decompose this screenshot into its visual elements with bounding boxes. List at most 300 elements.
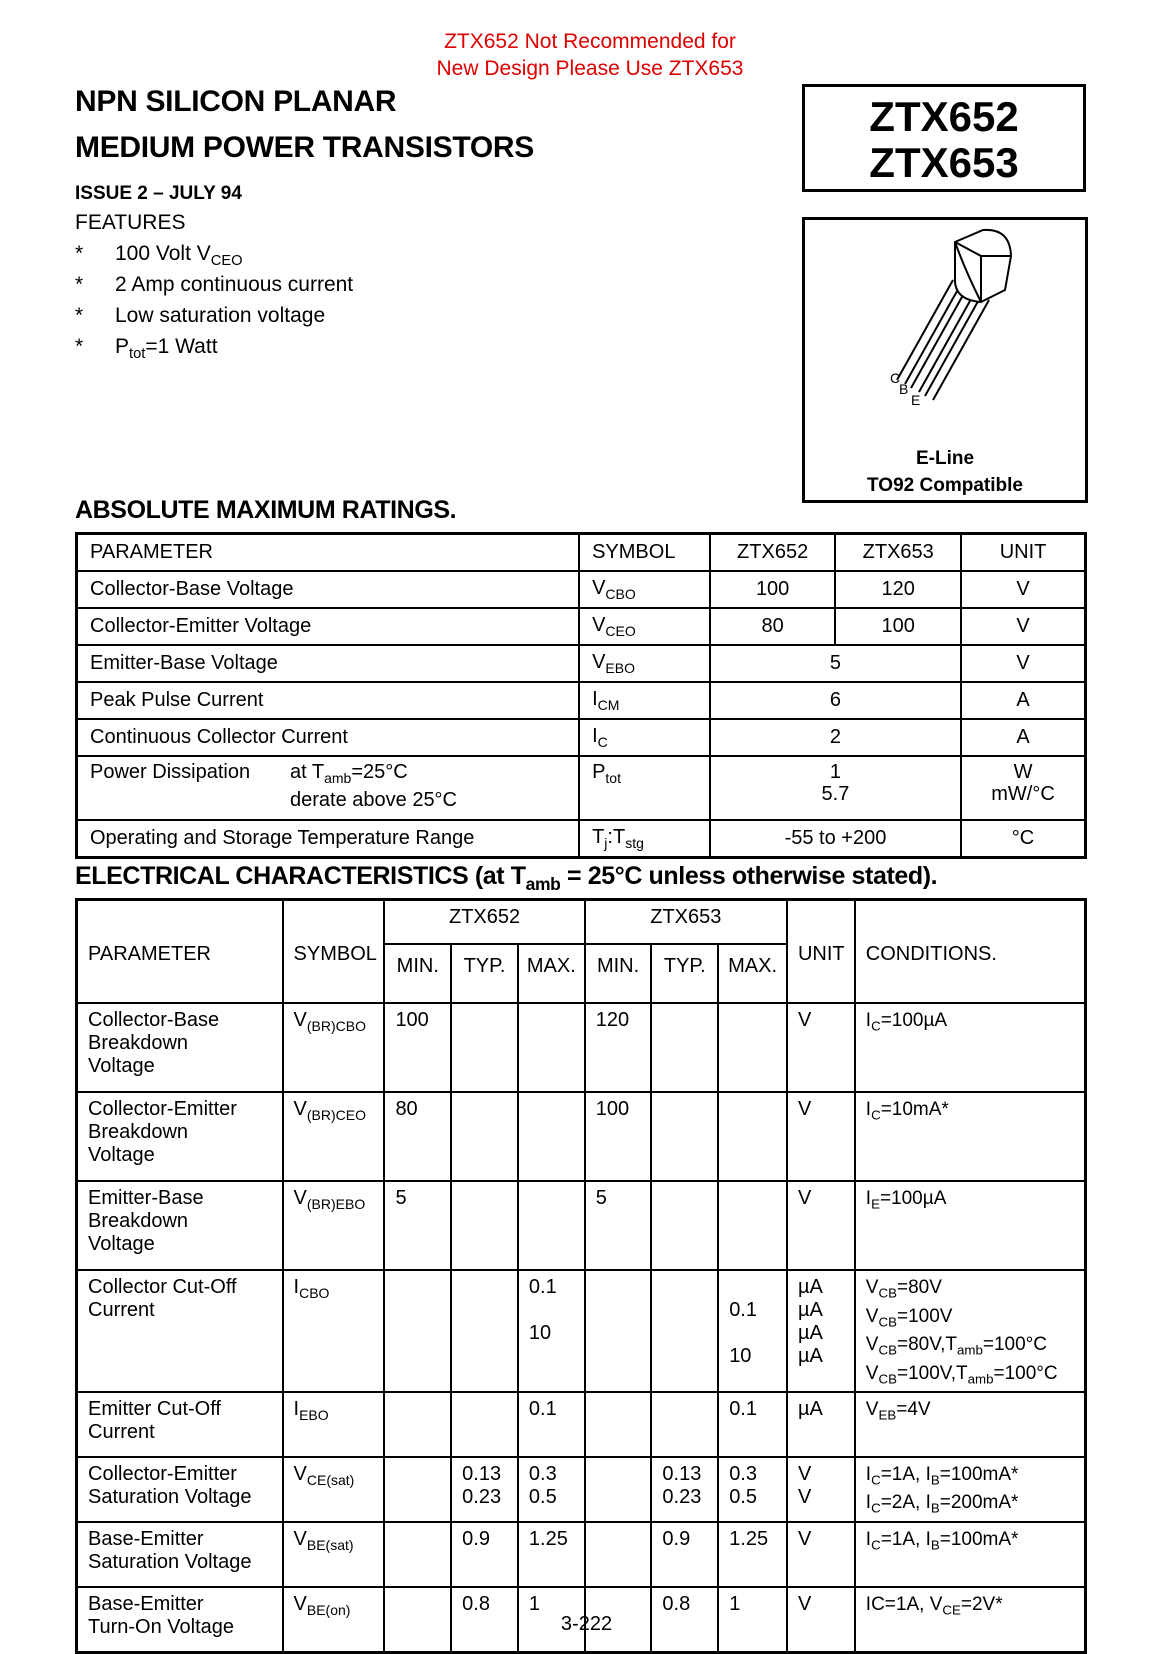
amr-param: Collector-Base Voltage [77, 571, 580, 608]
power-cond-1 [290, 761, 457, 789]
cond-text: I [865, 1099, 872, 1120]
symbol-subscript: CM [597, 696, 620, 713]
feature-item [75, 242, 353, 273]
feature-text-main: P [115, 335, 130, 358]
ec-symbol [283, 1457, 385, 1522]
amr-unit: °C [961, 820, 1085, 858]
ec-typ-ztx653 [651, 1181, 718, 1270]
ec-max-ztx653 [718, 1522, 787, 1587]
cond-text: =80V [896, 1277, 942, 1298]
features-list [75, 242, 353, 366]
power-unit-1: W [1013, 761, 1033, 783]
amr-value-both [710, 756, 961, 820]
ec-typ-ztx652 [451, 1392, 518, 1457]
amr-row [77, 719, 1086, 756]
ec-unit-line: µA [797, 1345, 823, 1367]
part-number-ztx652: ZTX652 [869, 93, 1019, 140]
ec-value-line: 0.1 [528, 1276, 557, 1298]
ec-param [77, 1003, 283, 1092]
symbol-subscript: CE(sat) [306, 1471, 355, 1488]
symbol-base: V [592, 614, 606, 637]
cond-text: V [865, 1398, 879, 1420]
ec-typ-ztx652 [451, 1092, 518, 1181]
page-number: 3-222 [560, 1613, 613, 1635]
ec-param-line: Current [88, 1420, 155, 1443]
ec-header-max: MAX. [718, 944, 787, 1003]
amr-value-both: -55 to +200 [710, 820, 961, 858]
ec-header-parameter: PARAMETER [77, 900, 283, 1004]
symbol-subscript: CEO [605, 622, 636, 639]
amr-unit: A [961, 719, 1085, 756]
symbol-subscript: EBO [299, 1406, 329, 1423]
amr-param [77, 756, 580, 820]
symbol-base: I [592, 688, 598, 711]
ec-param-line: Base-Emitter [88, 1592, 204, 1615]
ec-value-line: 1.25 [729, 1527, 769, 1550]
ec-header-min: MIN. [585, 944, 652, 1003]
amr-unit [961, 756, 1085, 820]
ec-typ-ztx652 [451, 1522, 518, 1587]
symbol-base: V [293, 1592, 307, 1615]
amr-header-row [77, 534, 1086, 572]
amr-unit: A [961, 682, 1085, 719]
amr-symbol [579, 682, 710, 719]
symbol-subscript: EBO [605, 659, 635, 676]
ec-min-ztx653: 120 [585, 1003, 652, 1092]
cond-subscript: B [930, 1472, 940, 1488]
amr-row [77, 571, 1086, 608]
ec-unit-line: V [797, 1009, 812, 1031]
ec-symbol [283, 1181, 385, 1270]
ec-value-line: 0.3 [729, 1462, 757, 1485]
cond-subscript: CE [942, 1602, 961, 1618]
ec-conditions [855, 1392, 1086, 1457]
ec-unit-line: V [797, 1462, 812, 1485]
ec-typ-ztx653 [651, 1270, 718, 1392]
ec-value-line: 0.13 [462, 1462, 502, 1485]
power-value-1: 1 [829, 761, 841, 783]
pin-label-e: E [911, 392, 921, 408]
cond-text: =100mA* [939, 1528, 1019, 1550]
amr-param: Collector-Emitter Voltage [77, 608, 580, 645]
ec-row [77, 1392, 1086, 1457]
ec-min-ztx653: 5 [585, 1181, 652, 1270]
ec-symbol [283, 1270, 385, 1392]
cond-sub: amb [324, 769, 352, 786]
ec-param-line: Voltage [88, 1233, 155, 1255]
feature-item [75, 304, 353, 335]
package-caption-1: E-Line [915, 448, 975, 469]
ec-unit-line: V [797, 1527, 812, 1550]
ec-condition-line [866, 1398, 1084, 1427]
symbol-base: V [592, 577, 606, 600]
ec-param-line: Saturation Voltage [88, 1485, 252, 1508]
ec-value-line [729, 1322, 786, 1345]
elec-heading-a: ELECTRICAL CHARACTERISTICS (at T [75, 862, 526, 890]
ec-param-line: Collector-Base [88, 1009, 220, 1031]
symbol-base: V [293, 1462, 307, 1485]
ec-max-ztx652 [518, 1522, 585, 1587]
ec-min-ztx653 [585, 1392, 652, 1457]
ec-param-line: Collector-Emitter [88, 1098, 237, 1120]
ec-header-unit: UNIT [787, 900, 855, 1004]
cond-subscript: amb [967, 1371, 994, 1387]
ec-row [77, 1003, 1086, 1092]
ec-max-ztx653 [718, 1003, 787, 1092]
cond-subscript: CB [878, 1371, 897, 1387]
ec-unit-line: V [797, 1187, 812, 1209]
feature-text-main: Low saturation voltage [115, 304, 326, 327]
ec-symbol [283, 1003, 385, 1092]
cond-text: V [865, 1305, 879, 1327]
amr-unit: V [961, 608, 1085, 645]
amr-value-ztx653: 100 [835, 608, 961, 645]
symbol-subscript: BE(sat) [306, 1536, 354, 1553]
ec-row [77, 1092, 1086, 1181]
cond-text: =100µA [879, 1188, 947, 1209]
ec-typ-ztx653 [651, 1092, 718, 1181]
part-number-box [802, 84, 1086, 192]
feature-item [75, 273, 353, 304]
symbol-base: I [592, 725, 598, 748]
ec-min-ztx653 [585, 1522, 652, 1587]
ec-condition-line [866, 1305, 1084, 1334]
amr-unit: V [961, 571, 1085, 608]
ec-condition-line [866, 1276, 1084, 1305]
ec-conditions [855, 1457, 1086, 1522]
ec-param [77, 1181, 283, 1270]
feature-text [115, 273, 353, 304]
ec-value-line: 0.13 [662, 1462, 702, 1485]
ec-typ-ztx653 [651, 1392, 718, 1457]
part-number-ztx653: ZTX653 [869, 139, 1019, 186]
ec-typ-ztx653 [651, 1457, 718, 1522]
ec-max-ztx653 [718, 1092, 787, 1181]
ec-unit [787, 1003, 855, 1092]
notice-line-2: New Design Please Use ZTX653 [436, 57, 744, 80]
ec-conditions [855, 1003, 1086, 1092]
ec-header-conditions: CONDITIONS. [855, 900, 1086, 1004]
ec-param-line: Collector-Emitter [88, 1462, 237, 1485]
ec-max-ztx652 [518, 1457, 585, 1522]
ec-unit-line: µA [797, 1322, 823, 1344]
ec-symbol [283, 1092, 385, 1181]
cond-subscript: C [871, 1537, 881, 1553]
amr-header-cell: UNIT [961, 534, 1085, 572]
ec-max-ztx653 [718, 1181, 787, 1270]
ec-typ-ztx652 [451, 1181, 518, 1270]
feature-text-main: 2 Amp continuous current [115, 273, 354, 296]
ec-param-line: Voltage [88, 1144, 155, 1166]
ec-header-typ: TYP. [651, 944, 718, 1003]
symbol-subscript: CBO [605, 585, 636, 602]
ec-conditions [855, 1270, 1086, 1392]
elec-heading-b: = 25°C unless otherwise stated). [560, 862, 938, 890]
ec-row [77, 1457, 1086, 1522]
ec-value-line: 0.9 [662, 1527, 691, 1550]
cond-text: =1A, I [880, 1528, 931, 1550]
symbol-base: V [293, 1098, 307, 1120]
power-cond-2: derate above 25°C [290, 788, 458, 811]
symbol-base: I [293, 1397, 300, 1420]
feature-text [115, 304, 325, 335]
ec-max-ztx652 [518, 1092, 585, 1181]
feature-text [115, 242, 243, 273]
power-conditions [290, 761, 457, 811]
feature-text-after: =1 Watt [145, 335, 218, 358]
cond-text: =80V,T [896, 1334, 958, 1356]
ec-unit-line: µA [797, 1276, 823, 1298]
ec-value-line: 0.1 [729, 1397, 757, 1420]
symbol-base: V [293, 1527, 307, 1550]
ec-param [77, 1522, 283, 1587]
ec-unit [787, 1457, 855, 1522]
bullet-star: * [75, 304, 84, 327]
cond-subscript: B [930, 1500, 940, 1516]
ec-value-line: 0.5 [729, 1485, 757, 1508]
ec-header-row-1 [77, 900, 1086, 945]
amr-param: Continuous Collector Current [77, 719, 580, 756]
cond-subscript: CB [878, 1314, 897, 1330]
amr-unit: V [961, 645, 1085, 682]
amr-row-power [77, 756, 1086, 820]
ec-value-line: 0.3 [528, 1462, 557, 1485]
amr-value-both: 6 [710, 682, 961, 719]
symbol-subscript: (BR)EBO [306, 1195, 366, 1212]
feature-text [115, 335, 218, 366]
ec-value-line: 10 [528, 1322, 552, 1344]
symbol-subscript: j [604, 834, 608, 851]
amr-symbol [579, 571, 710, 608]
cond-text: I [865, 1188, 872, 1209]
cond-text: V [865, 1334, 879, 1356]
ec-param-line: Base-Emitter [88, 1527, 204, 1550]
ec-conditions [855, 1181, 1086, 1270]
ec-min-ztx652: 100 [384, 1003, 451, 1092]
bullet-star: * [75, 242, 84, 265]
ec-param-line: Voltage [88, 1055, 155, 1077]
ec-param-line: Breakdown [88, 1032, 189, 1054]
ec-typ-ztx653 [651, 1522, 718, 1587]
ec-row [77, 1522, 1086, 1587]
ec-value-line: 0.5 [528, 1485, 557, 1508]
ec-value-line: 1 [729, 1592, 741, 1615]
ec-row [77, 1181, 1086, 1270]
ec-unit-line: V [797, 1592, 812, 1615]
cond-subscript: C [871, 1472, 881, 1488]
ec-unit [787, 1181, 855, 1270]
ec-value-line: 10 [729, 1345, 752, 1367]
cond-after: =25°C [351, 761, 408, 783]
cond-subscript: EB [878, 1407, 897, 1423]
amr-param: Peak Pulse Current [77, 682, 580, 719]
package-box [802, 217, 1088, 503]
ec-min-ztx653 [585, 1270, 652, 1392]
cond-subscript: C [871, 1500, 881, 1516]
ec-unit [787, 1522, 855, 1587]
features-heading: FEATURES [75, 211, 186, 234]
cond-text: =1A, I [880, 1463, 931, 1485]
cond-text: V [865, 1362, 879, 1384]
feature-item [75, 335, 353, 366]
ec-value-line: 0.9 [462, 1527, 490, 1550]
power-param-wrap [90, 761, 578, 811]
cond-text: =100mA* [939, 1463, 1019, 1485]
electrical-characteristics-table [75, 898, 1087, 1654]
ec-param-line: Collector Cut-Off [88, 1276, 237, 1298]
ec-unit-line: V [797, 1485, 812, 1508]
amr-header-cell: SYMBOL [579, 534, 710, 572]
ec-unit [787, 1092, 855, 1181]
amr-value-both: 2 [710, 719, 961, 756]
amr-symbol [579, 756, 710, 820]
symbol-subscript: (BR)CBO [306, 1017, 366, 1034]
amr-row [77, 682, 1086, 719]
ec-symbol [283, 1522, 385, 1587]
symbol-base: I [293, 1276, 300, 1298]
ec-header-ztx653: ZTX653 [585, 900, 787, 945]
symbol-subscript: BE(on) [306, 1601, 351, 1618]
ec-param [77, 1457, 283, 1522]
amr-value-both: 5 [710, 645, 961, 682]
symbol-base: T [592, 826, 605, 849]
cond-text: IC=1A, V [865, 1593, 943, 1615]
ec-unit [787, 1392, 855, 1457]
ec-value-line [529, 1299, 584, 1322]
amr-row [77, 608, 1086, 645]
ec-condition-line [866, 1187, 1084, 1216]
not-recommended-notice [410, 28, 770, 82]
ec-header-symbol: SYMBOL [283, 900, 385, 1004]
symbol-subscript: C [597, 733, 608, 750]
ec-min-ztx652 [384, 1270, 451, 1392]
pin-label-c: C [890, 370, 901, 386]
cond-text: I [865, 1492, 872, 1514]
ec-max-ztx652 [518, 1392, 585, 1457]
cond-subscript: C [871, 1018, 881, 1034]
pin-label-b: B [899, 381, 909, 397]
ec-conditions [855, 1092, 1086, 1181]
cond-subscript: C [871, 1107, 881, 1123]
ec-param [77, 1392, 283, 1457]
symbol-subscript: CBO [299, 1284, 330, 1301]
cond-text: I [865, 1528, 872, 1550]
amr-symbol [579, 608, 710, 645]
ec-max-ztx653 [718, 1270, 787, 1392]
ec-min-ztx652 [384, 1522, 451, 1587]
issue-date: ISSUE 2 – JULY 94 [75, 183, 242, 204]
amr-row [77, 645, 1086, 682]
symbol-base-2: :T [607, 826, 626, 849]
amr-row-temperature [77, 820, 1086, 858]
abs-max-heading: ABSOLUTE MAXIMUM RATINGS. [75, 496, 457, 524]
ec-param [77, 1092, 283, 1181]
ec-param-line: Breakdown [88, 1210, 189, 1232]
package-caption-2: TO92 Compatible [867, 475, 1023, 496]
ec-max-ztx652 [518, 1270, 585, 1392]
cond-text: =100°C [982, 1334, 1048, 1356]
ec-typ-ztx652 [451, 1270, 518, 1392]
cond-text: =100V,T [896, 1362, 968, 1384]
ec-min-ztx653: 100 [585, 1092, 652, 1181]
amr-header-cell: ZTX652 [710, 534, 836, 572]
cond-text: =2V* [960, 1593, 1003, 1615]
cond-text: =2A, I [880, 1492, 931, 1514]
amr-symbol [579, 719, 710, 756]
symbol-base: P [592, 761, 606, 783]
ec-value-line: 0.8 [462, 1592, 490, 1615]
elec-heading-sub: amb [525, 874, 561, 895]
ec-condition-line [866, 1009, 1084, 1038]
ec-param [77, 1270, 283, 1392]
symbol-subscript: tot [605, 769, 621, 786]
ec-condition-line [866, 1098, 1084, 1127]
ec-min-ztx652 [384, 1392, 451, 1457]
ec-typ-ztx653 [651, 1003, 718, 1092]
absolute-maximum-ratings-table [75, 532, 1087, 859]
cond-text: =10mA* [880, 1099, 949, 1120]
ec-conditions [855, 1522, 1086, 1587]
ec-max-ztx653 [718, 1457, 787, 1522]
ec-symbol [283, 1392, 385, 1457]
cond-text: I [865, 1010, 872, 1031]
cond-subscript: CB [878, 1342, 897, 1358]
power-param-label: Power Dissipation [90, 761, 251, 783]
ec-param-line: Emitter-Base [88, 1187, 204, 1209]
amr-value-ztx652: 80 [710, 608, 836, 645]
ec-header-max: MAX. [518, 944, 585, 1003]
amr-header-cell: ZTX653 [835, 534, 961, 572]
symbol-base: V [592, 651, 606, 674]
ec-value-line [529, 1345, 584, 1368]
cond-text: V [865, 1277, 879, 1298]
cond-text: at T [290, 761, 325, 783]
bullet-star: * [75, 273, 84, 296]
transistor-package-icon [805, 220, 1085, 440]
bullet-star: * [75, 335, 84, 358]
ec-value-line [729, 1276, 786, 1299]
amr-param: Operating and Storage Temperature Range [77, 820, 580, 858]
ec-value-line: 1 [528, 1592, 541, 1615]
ec-header-min: MIN. [384, 944, 451, 1003]
symbol-subscript: (BR)CEO [306, 1106, 366, 1123]
ec-header-typ: TYP. [451, 944, 518, 1003]
ec-condition-line [866, 1362, 1084, 1391]
cond-subscript: amb [957, 1342, 983, 1358]
power-unit-2: mW/°C [991, 783, 1055, 805]
cond-text: =100V [896, 1305, 953, 1327]
ec-min-ztx653 [585, 1457, 652, 1522]
ec-min-ztx652 [384, 1457, 451, 1522]
cond-text: =100µA [880, 1010, 948, 1031]
ec-unit-line: V [797, 1098, 812, 1120]
ec-value-line: 0.23 [662, 1485, 702, 1508]
ec-condition-line [866, 1333, 1084, 1362]
amr-value-ztx653: 120 [835, 571, 961, 608]
ec-value-line: 0.1 [528, 1397, 557, 1420]
title-line-1: NPN SILICON PLANAR [75, 85, 397, 118]
ec-param-line: Saturation Voltage [88, 1550, 252, 1573]
ec-param-line: Emitter Cut-Off [88, 1397, 221, 1420]
ec-typ-ztx652 [451, 1457, 518, 1522]
cond-text: I [865, 1463, 872, 1485]
cond-text: =4V [896, 1398, 931, 1420]
cond-text: =200mA* [939, 1492, 1019, 1514]
ec-unit-line: µA [797, 1299, 823, 1321]
feature-text-sub: CEO [210, 253, 243, 270]
feature-text-main: 100 Volt V [115, 242, 211, 265]
amr-header-cell: PARAMETER [77, 534, 580, 572]
